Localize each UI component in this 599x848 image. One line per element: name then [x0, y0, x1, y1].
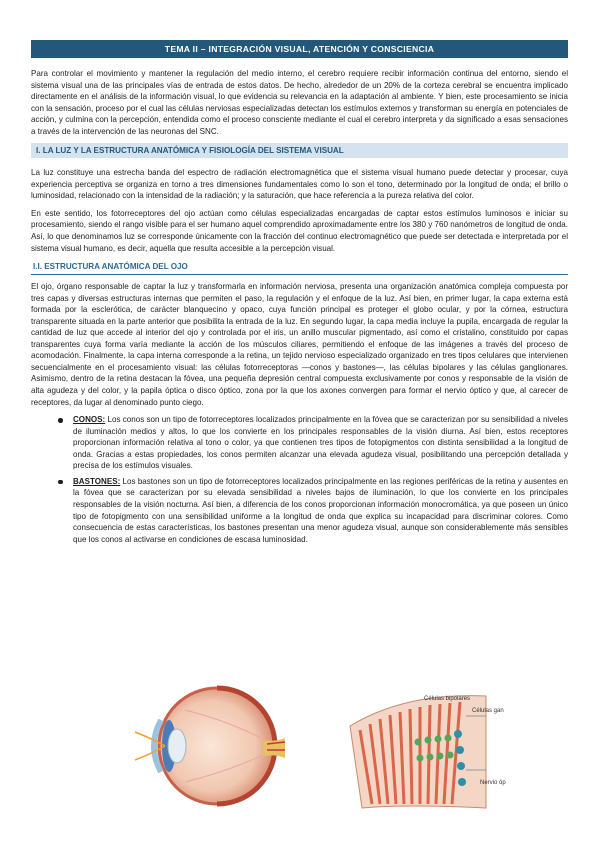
rods-text: Los bastones son un tipo de fotorreceptores localizados principalmente en las regiones periféricas de la retina y ausentes en la fóvea que se caracterizan por su elevada sensibilidad a niveles bajos de iluminación, lo que los convierte en los principales responsables de la visión nocturna. Así bien, a diferencia de los conos proporcionan información monocromática, ya que poseen un único tipo de fotopigmento con una sensibilidad uniforme a la longitud de onda que explica su incapacidad para discriminar colores. Como consecuencia de estas características, los bastones presentan una menor agudeza visual, aunque son considerablemente más sensibles que los conos al activarse en condiciones de escasa luminosidad. [73, 476, 568, 544]
lens-shape [168, 729, 186, 763]
intro-paragraph: Para controlar el movimiento y mantener la regulación del medio interno, el cerebro requiere recibir información continua del entorno, siendo el sistema visual una de las principales vías de entrada de estos datos. De hecho, alrededor de un 20% de la corteza cerebral se encuentra implicado directamente en el análisis de la información visual, lo que evidencia su relevancia en la adaptación al ambiente. Y bien, este procesamiento se inicia con la sensación, proceso por el cual las células nerviosas especializadas detectan los estímulos externos y transforman su energía en potenciales de acción, y culmina con la percepción, entendida como el proceso consciente mediante el cual el cerebro interpreta y da significado a esas sensaciones a través de la intervención de las neuronas del SNC. [31, 69, 568, 136]
retina-layers-illustration [336, 686, 516, 814]
cones-text: Los conos son un tipo de fotorreceptores localizados principalmente en la fóvea que se caracterizan por su sensibilidad a niveles de iluminación medios y altos, lo que los convierte en los principales responsables de la visión diurna. Así bien, estos receptores proporcionan información relativa al tono o color, ya que contienen tres tipos de fotopigmentos con distinta sensibilidad a la longitud de onda. Gracias a estas propiedades, los conos permiten alcanzar una elevada agudeza visual, posibilitando una percepción detallada y precisa de los estímulos visuales. [73, 415, 568, 471]
section-heading: I. LA LUZ Y LA ESTRUCTURA ANATÓMICA Y FISIOLOGÍA DEL SISTEMA VISUAL [31, 143, 568, 158]
list-item-rods [31, 476, 568, 545]
bullet-icon [58, 480, 63, 485]
photoreceptor-list [31, 414, 568, 545]
chapter-title: TEMA II – INTEGRACIÓN VISUAL, ATENCIÓN Y CONSCIENCIA [31, 40, 568, 58]
bullet-icon [58, 418, 63, 423]
rods-label: BASTONES: [73, 476, 121, 486]
light-paragraph: La luz constituye una estrecha banda del espectro de radiación electromagnética que el sistema visual humano puede detectar y procesar, cuya experiencia perceptiva se organiza en torno a tres dimensiones fundamentales como lo son el tono, determinado por la longitud de onda; el brillo o luminosidad, relacionado con la intensidad de la radiación; y la saturación, que hace referencia a la pureza relativa del color. [31, 168, 568, 201]
cones-label: CONOS: [73, 415, 106, 425]
document-page [31, 40, 568, 549]
photoreceptor-paragraph: En este sentido, los fotorreceptores del ojo actúan como células especializadas encargadas de captar estos estímulos luminosos e iniciar su procesamiento, siendo el rango visible para el ser humano aquel comprendido aproximadamente entre los 380 y 760 nanómetros de longitud de onda. Así, lo que denominamos luz se corresponde únicamente con la fracción del continuo electromagnético que puede ser detectada e interpretada por el sistema visual humano, es decir, aquella que resulta accesible a la percepción visual. [31, 208, 568, 253]
list-item-cones [31, 414, 568, 472]
subsection-heading: I.I. ESTRUCTURA ANATÓMICA DEL OJO [31, 260, 568, 275]
bipolar-cells-label: Células bipolares [424, 696, 471, 702]
optic-nerve-label: Nervio óp [480, 780, 506, 786]
optic-nerve-shape [263, 738, 285, 758]
eye-anatomy-illustration [125, 680, 285, 810]
eye-anatomy-paragraph: El ojo, órgano responsable de captar la luz y transformarla en información nerviosa, presenta una organización anatómica compleja compuesta por tres capas y diversas estructuras internas que permiten el paso, la regulación y el enfoque de la luz. Así bien, en primer lugar, la capa externa está formada por la esclerótica, de carácter blanquecino y opaco, cuya función principal es proteger el globo ocular, y por la córnea, estructura transparente situada en la parte anterior que posibilita la entrada de la luz. En segundo lugar, la capa media incluye la pupila, encargada de regular la cantidad de luz que accede al interior del ojo y controlada por el iris, un anillo muscular pigmentado, así como el cristalino, constituido por capas transparentes cuya forma varía mediante la acción de los músculos ciliares, permitiendo el enfoque de las imágenes a través del proceso de acomodación. Finalmente, la capa interna corresponde a la retina, un tejido nervioso especializado organizado en tres tipos celulares que intervienen secuencialmente en el procesamiento visual: las células fotorreceptoras —conos y bastones—, las células bipolares y las células ganglionares. Asimismo, dentro de la retina destacan la fóvea, una pequeña depresión central compuesta exclusivamente por conos y responsable de la visión de alta agudeza y del color, y la papila óptica o disco óptico, zona por la que los axones convergen para formar el nervio óptico y que, al carecer de receptores, da lugar al denominado punto ciego. [31, 282, 568, 407]
ganglion-cells-label: Células gan [472, 708, 504, 714]
